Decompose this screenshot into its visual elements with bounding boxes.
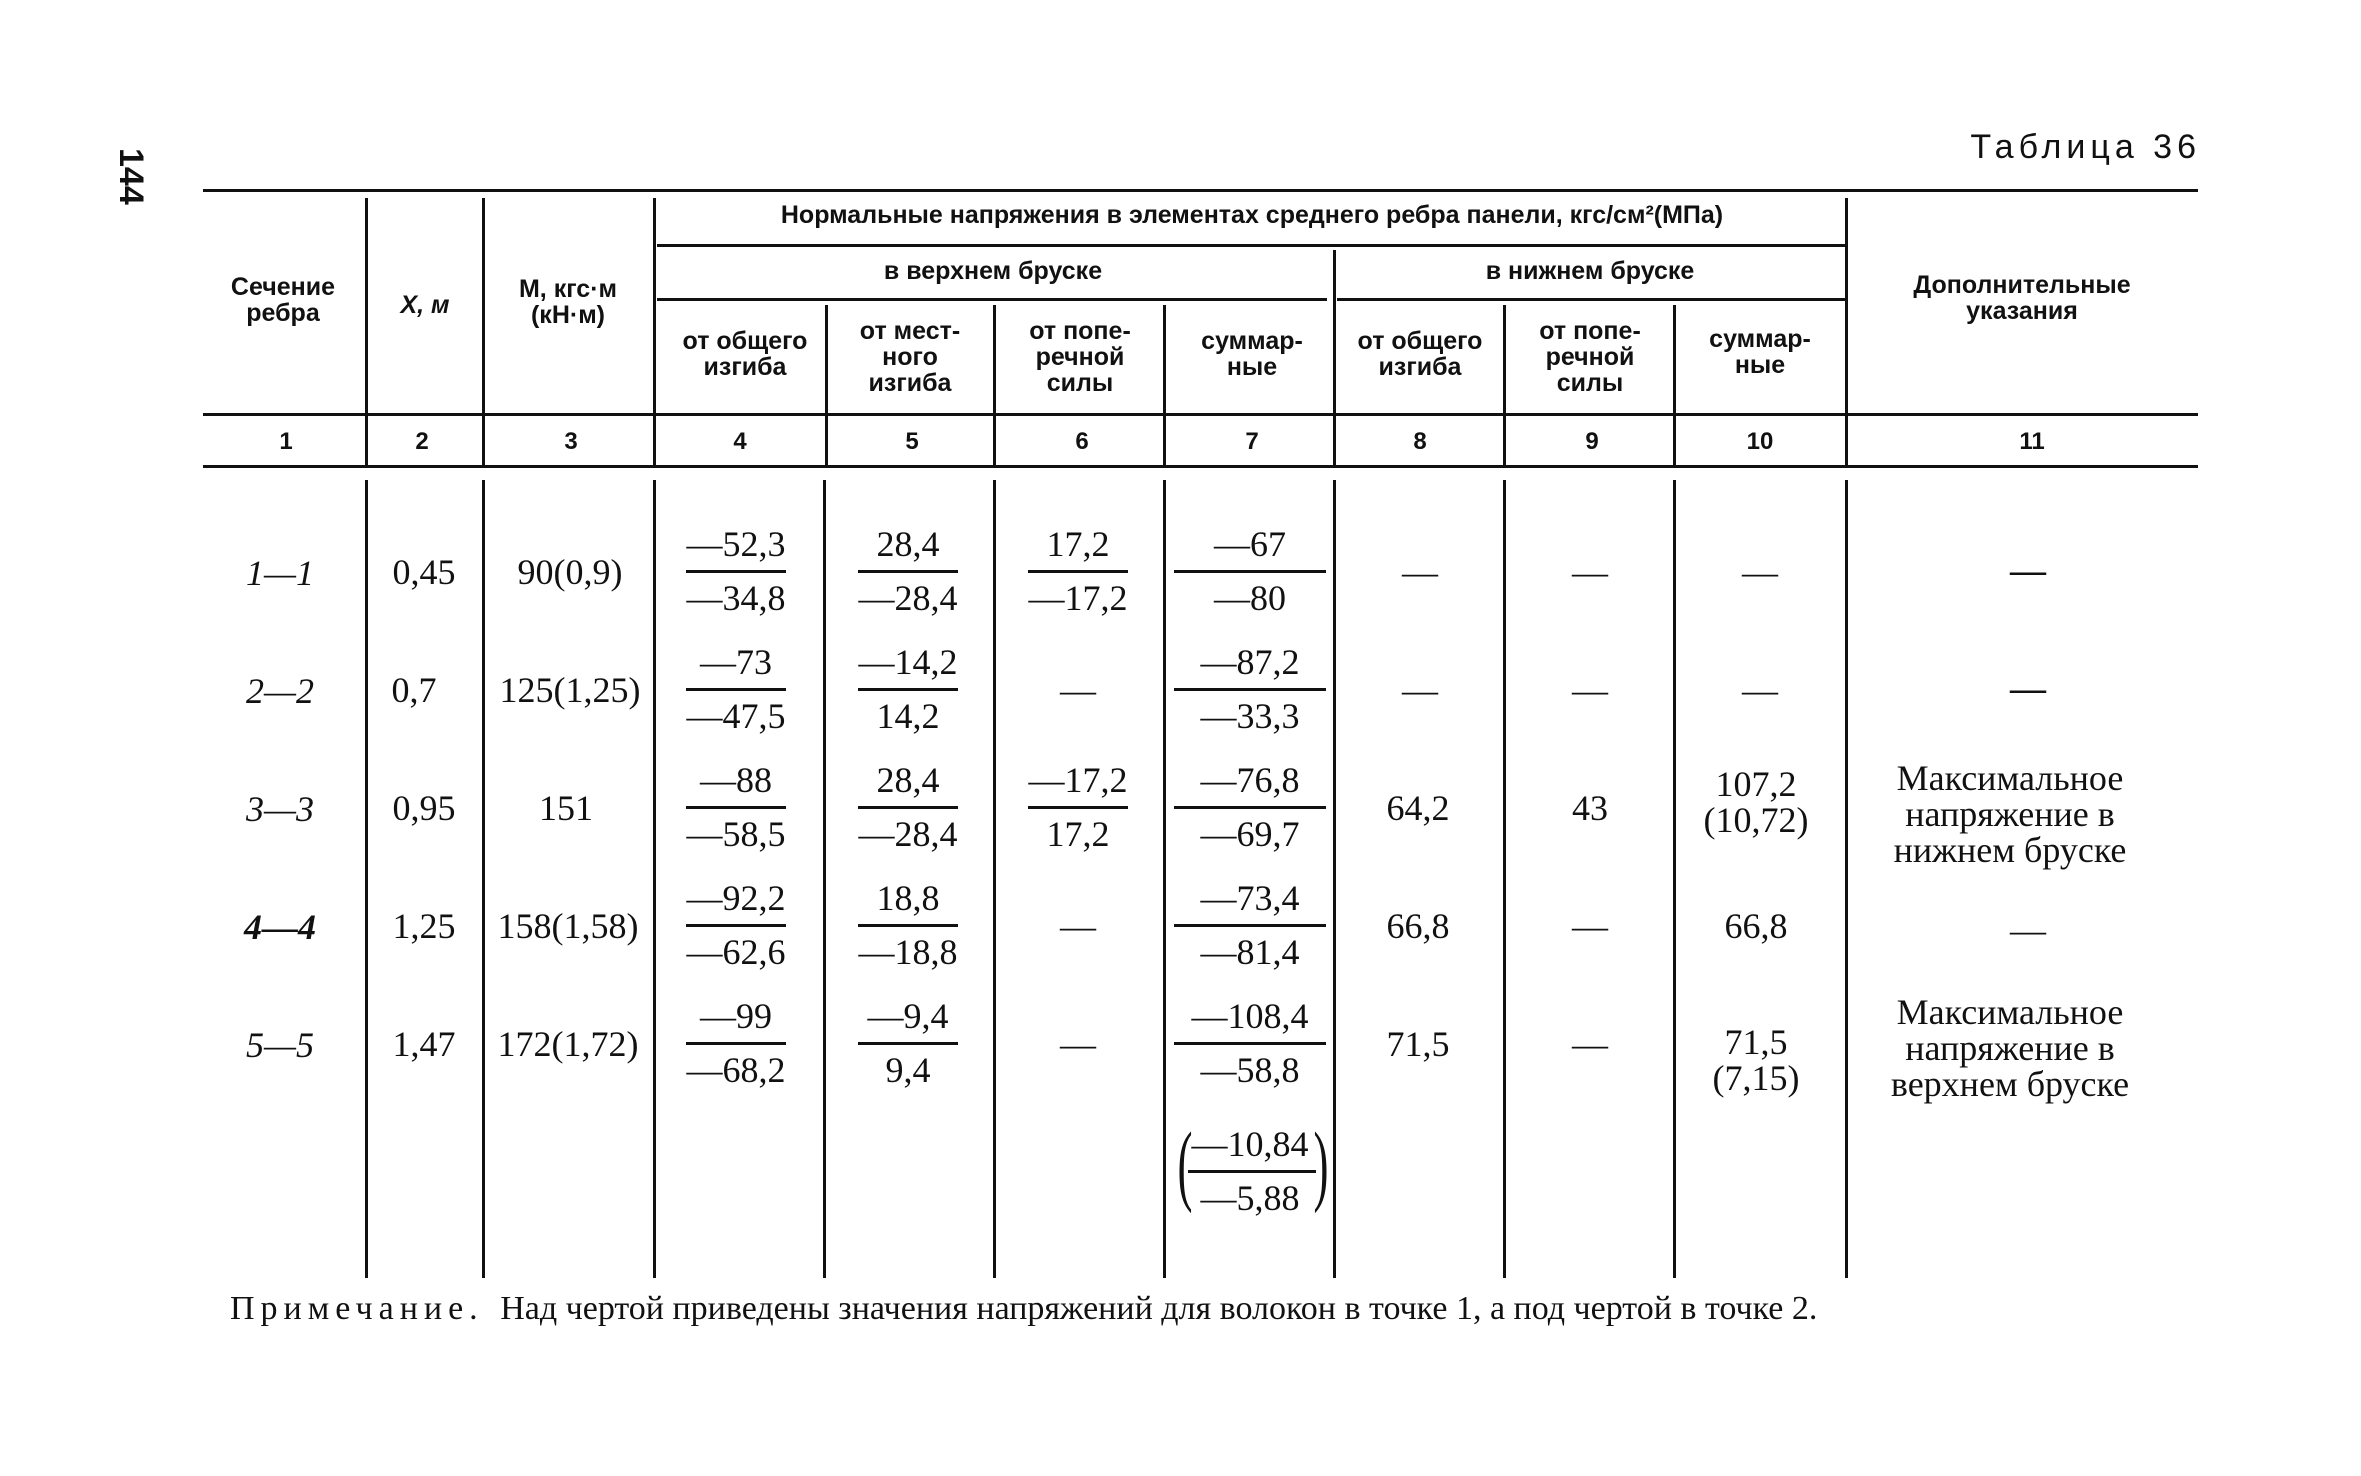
col-number: 1: [279, 428, 293, 455]
header-upper: в верхнем бруске: [883, 257, 1103, 285]
vline: [825, 305, 828, 466]
frac-top: —99: [700, 996, 772, 1036]
col-number: 10: [1746, 428, 1774, 455]
col-number: 9: [1585, 428, 1599, 455]
frac-top: —73: [700, 642, 772, 682]
frac-bottom: —81,4: [1200, 932, 1300, 972]
vline: [482, 198, 485, 466]
frac-bottom: —33,3: [1200, 696, 1300, 736]
section-label: 2—2: [245, 671, 315, 711]
frac-bottom: —18,8: [858, 932, 958, 972]
fraction-bar: [1188, 1170, 1316, 1173]
vline: [993, 480, 996, 1278]
frac-top: 28,4: [876, 760, 940, 800]
vline: [482, 480, 485, 1278]
frac-top: —52,3: [686, 524, 786, 564]
header-col4: от общего изгиба: [682, 327, 808, 381]
cell-dash: —: [2010, 668, 2046, 708]
cell-dash: —: [2010, 550, 2046, 590]
section-label: 1—1: [245, 553, 315, 593]
cell-dash: —: [1742, 670, 1778, 710]
header-section: Сечение ребра: [230, 273, 336, 327]
col-number: 8: [1413, 428, 1427, 455]
fraction-bar: [858, 806, 958, 809]
cell-dash: —: [1060, 1024, 1096, 1064]
x-value: 0,7: [391, 670, 437, 710]
fraction-bar: [686, 1042, 786, 1045]
header-lower: в нижнем бруске: [1485, 257, 1695, 285]
vline: [1673, 305, 1676, 466]
vline: [365, 198, 368, 466]
col-number: 7: [1245, 428, 1259, 455]
stress-value: 71,5: [1386, 1024, 1450, 1064]
cell-dash: —: [1572, 552, 1608, 592]
fraction-bar: [1174, 806, 1326, 809]
stress-value: 64,2: [1386, 788, 1450, 828]
vline: [653, 480, 656, 1278]
fraction-bar: [1174, 924, 1326, 927]
moment-value: 90(0,9): [517, 552, 623, 592]
frac-top: 17,2: [1046, 524, 1110, 564]
header-group-title: Нормальные напряжения в элементах среднего ребра панели, кгс/см²(МПа): [780, 201, 1724, 229]
vline: [1333, 480, 1336, 1278]
fraction-bar: [858, 924, 958, 927]
frac-top: —10,84: [1191, 1124, 1309, 1164]
footnote-lead: Примечание.: [230, 1290, 484, 1327]
x-value: 1,25: [392, 906, 456, 946]
fraction-bar: [1028, 570, 1128, 573]
vline: [1163, 305, 1166, 466]
lower-rule: [1337, 298, 1847, 301]
table-label: Таблица 36: [1970, 128, 2201, 166]
footnote-text: Над чертой приведены значения напряжений для волокон в точке 1, а под чертой в точке 2.: [500, 1290, 1818, 1327]
frac-top: —73,4: [1200, 878, 1300, 918]
right-paren: ): [1313, 1115, 1329, 1214]
cell-dash: —: [1572, 906, 1608, 946]
section-label: 3—3: [245, 789, 315, 829]
frac-top: —87,2: [1200, 642, 1300, 682]
header-bottom-rule: [203, 413, 2198, 416]
moment-value: 172(1,72): [497, 1024, 639, 1064]
header-col7: суммар- ные: [1201, 327, 1303, 381]
x-value: 1,47: [392, 1024, 456, 1064]
frac-bottom: 14,2: [876, 696, 940, 736]
cell-dash: —: [2010, 910, 2046, 950]
fraction-bar: [858, 1042, 958, 1045]
col-number: 2: [415, 428, 429, 455]
frac-bottom: —17,2: [1028, 578, 1128, 618]
cell-dash: —: [1060, 670, 1096, 710]
frac-top: —92,2: [686, 878, 786, 918]
stress-value: 71,5 (7,15): [1712, 1022, 1800, 1098]
frac-top: —17,2: [1028, 760, 1128, 800]
header-col6: от попе- речной силы: [1029, 317, 1131, 397]
stress-value: 66,8: [1724, 906, 1788, 946]
footnote: [230, 1290, 1817, 1328]
frac-bottom: —80: [1214, 578, 1286, 618]
vline: [1845, 480, 1848, 1278]
fraction-bar: [1174, 1042, 1326, 1045]
numbers-bottom-rule: [203, 465, 2198, 468]
frac-top: 18,8: [876, 878, 940, 918]
cell-dash: —: [1402, 670, 1438, 710]
note-cell: Максимальное напряжение в верхнем бруске: [1890, 992, 2130, 1104]
header-col5: от мест- ного изгиба: [859, 317, 961, 397]
group-title-rule: [657, 244, 1847, 247]
x-value: 0,95: [392, 788, 456, 828]
frac-bottom: —69,7: [1200, 814, 1300, 854]
stress-value: 66,8: [1386, 906, 1450, 946]
vline: [823, 480, 826, 1278]
vline: [1503, 480, 1506, 1278]
moment-value: 125(1,25): [499, 670, 641, 710]
header-col11: Дополнительные указания: [1913, 271, 2131, 325]
frac-top: —9,4: [867, 996, 949, 1036]
frac-top: —14,2: [858, 642, 958, 682]
frac-top: —76,8: [1200, 760, 1300, 800]
header-moment: М, кгс·м (кН·м): [518, 275, 618, 329]
vline: [1163, 480, 1166, 1278]
cell-dash: —: [1572, 1024, 1608, 1064]
frac-bottom: —28,4: [858, 814, 958, 854]
frac-bottom: 17,2: [1046, 814, 1110, 854]
frac-bottom: —58,8: [1200, 1050, 1300, 1090]
top-rule: [203, 189, 2198, 192]
frac-bottom: —28,4: [858, 578, 958, 618]
header-col8: от общего изгиба: [1357, 327, 1483, 381]
upper-rule: [657, 298, 1327, 301]
cell-dash: —: [1572, 670, 1608, 710]
frac-bottom: —58,5: [686, 814, 786, 854]
frac-top: —67: [1214, 524, 1286, 564]
cell-dash: —: [1060, 906, 1096, 946]
frac-bottom: —47,5: [686, 696, 786, 736]
header-col10: суммар- ные: [1709, 325, 1811, 379]
vline: [1845, 198, 1848, 466]
note-cell: Максимальное напряжение в нижнем бруске: [1893, 758, 2127, 870]
frac-bottom: —68,2: [686, 1050, 786, 1090]
col-number: 4: [733, 428, 747, 455]
section-label: 4—4: [244, 907, 316, 947]
fraction-bar: [1028, 806, 1128, 809]
fraction-bar: [686, 924, 786, 927]
fraction-bar: [858, 688, 958, 691]
cell-dash: —: [1742, 552, 1778, 592]
col-number: 3: [564, 428, 578, 455]
frac-bottom: —62,6: [686, 932, 786, 972]
vline: [993, 305, 996, 466]
fraction-bar: [686, 688, 786, 691]
stress-value: 107,2 (10,72): [1703, 764, 1809, 840]
frac-top: 28,4: [876, 524, 940, 564]
frac-bottom: —5,88: [1200, 1178, 1300, 1218]
vline: [365, 480, 368, 1278]
col-number: 6: [1075, 428, 1089, 455]
frac-top: —88: [700, 760, 772, 800]
col-number: 5: [905, 428, 919, 455]
vline: [1673, 480, 1676, 1278]
vline: [1333, 250, 1336, 466]
fraction-bar: [686, 570, 786, 573]
page-number: 144: [112, 148, 150, 205]
col-number: 11: [2019, 428, 2045, 455]
header-x: X, м: [400, 291, 450, 319]
frac-bottom: 9,4: [885, 1050, 931, 1090]
frac-top: —108,4: [1191, 996, 1309, 1036]
fraction-bar: [1174, 688, 1326, 691]
frac-bottom: —34,8: [686, 578, 786, 618]
fraction-bar: [858, 570, 958, 573]
vline: [1503, 305, 1506, 466]
header-col9: от попе- речной силы: [1539, 317, 1641, 397]
fraction-bar: [686, 806, 786, 809]
vline: [653, 198, 656, 466]
moment-value: 158(1,58): [497, 906, 639, 946]
cell-dash: —: [1402, 552, 1438, 592]
left-paren: (: [1177, 1115, 1193, 1214]
moment-value: 151: [539, 788, 593, 828]
section-label: 5—5: [245, 1025, 315, 1065]
fraction-bar: [1174, 570, 1326, 573]
stress-value: 43: [1572, 788, 1608, 828]
x-value: 0,45: [392, 552, 456, 592]
